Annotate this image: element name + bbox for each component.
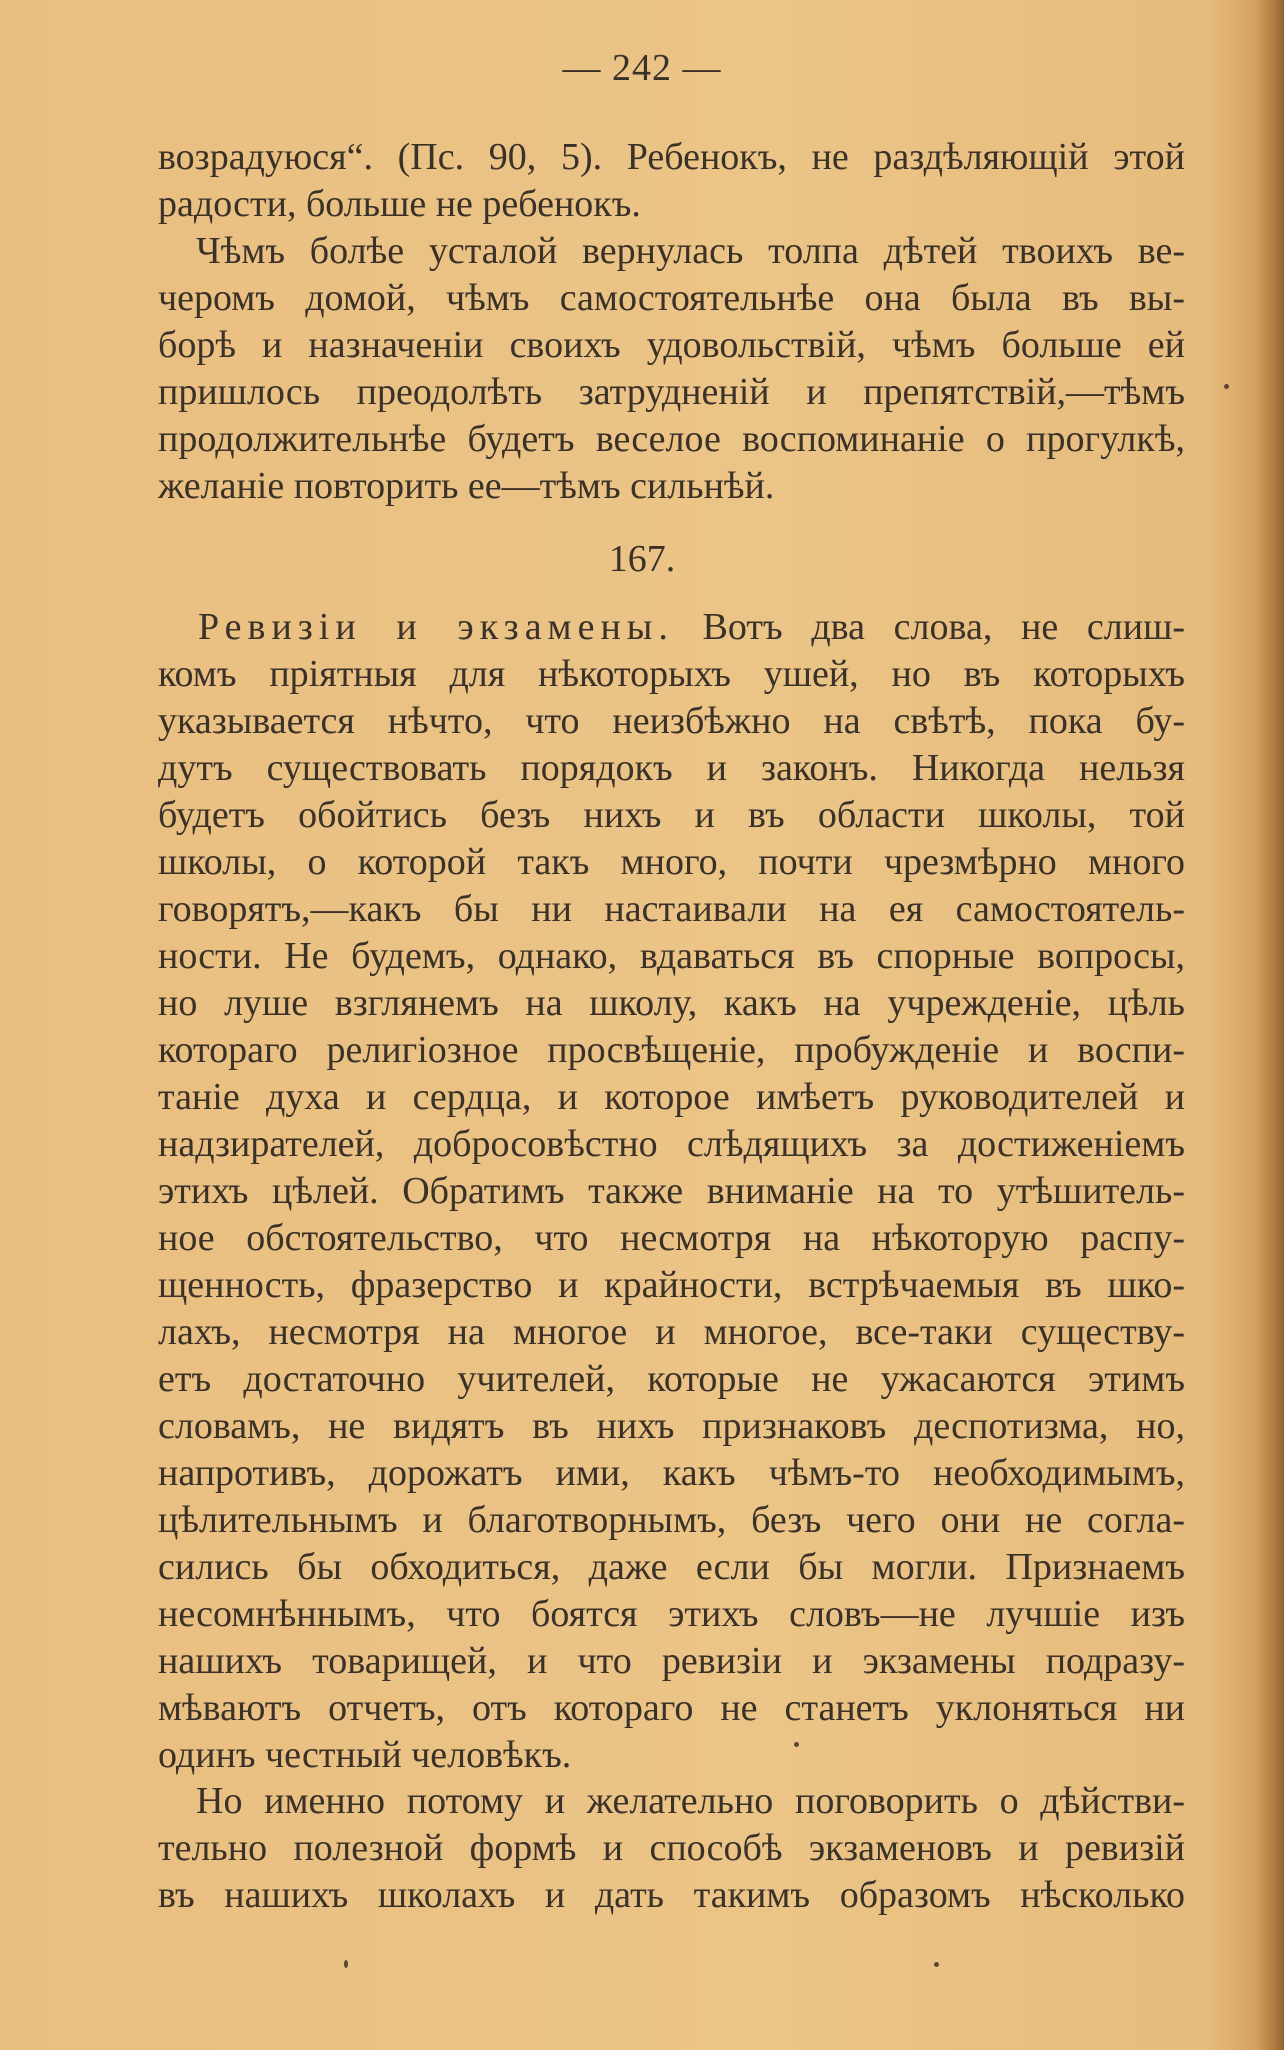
section-paragraph: [158, 604, 1185, 1779]
text-line: напротивъ, дорожатъ ими, какъ чѣмъ-то необходимымъ,: [158, 1452, 1185, 1494]
section-heading: Ревизіи и экзамены.: [198, 606, 674, 648]
text-line: одинъ честный человѣкъ.: [158, 1734, 572, 1776]
text-line: продолжительнѣе будетъ веселое воспоминаніе о прогулкѣ,: [158, 418, 1185, 460]
text-line: несомнѣннымъ, что боятся этихъ словъ—не лучшіе изъ: [158, 1593, 1185, 1635]
text-line: котораго религіозное просвѣщеніе, пробужденіе и воспи-: [158, 1029, 1185, 1071]
text-line: говорятъ,—какъ бы ни настаивали на ея самостоятель-: [158, 888, 1185, 930]
text-line: возрадуюся“. (Пс. 90, 5). Ребенокъ, не раздѣляющій этой: [158, 136, 1185, 178]
text-line: [158, 604, 1185, 651]
paragraph-continuation: [158, 134, 1185, 228]
text-line: борѣ и назначеніи своихъ удовольствій, чѣмъ больше ей: [158, 324, 1185, 366]
text-line: желаніе повторить ее—тѣмъ сильнѣй.: [158, 465, 775, 507]
text-line: дутъ существовать порядокъ и законъ. Никогда нельзя: [158, 747, 1185, 789]
text-line: щенность, фразерство и крайности, встрѣчаемыя въ шко-: [158, 1264, 1185, 1306]
text-fragment: Вотъ два слова, не слиш-: [702, 606, 1185, 648]
text-line: словамъ, не видятъ въ нихъ признаковъ деспотизма, но,: [158, 1405, 1185, 1447]
paragraph: [158, 1778, 1185, 1919]
text-line: комъ пріятныя для нѣкоторыхъ ушей, но въ которыхъ: [158, 653, 1185, 695]
paper-speck: [344, 1960, 348, 1968]
text-line: ности. Не будемъ, однако, вдаваться въ спорные вопросы,: [158, 935, 1185, 977]
text-line: но луше взглянемъ на школу, какъ на учрежденіе, цѣль: [158, 982, 1185, 1024]
text-line: будетъ обойтись безъ нихъ и въ области школы, той: [158, 794, 1185, 836]
paper-speck: [1224, 384, 1229, 389]
text-line: нашихъ товарищей, и что ревизіи и экзамены подразу-: [158, 1640, 1185, 1682]
paper-speck: [794, 1742, 799, 1747]
text-line: лахъ, несмотря на многое и многое, все-таки существу-: [158, 1311, 1185, 1353]
text-line: Но именно потому и желательно поговорить о дѣйстви-: [196, 1780, 1185, 1822]
text-line: етъ достаточно учителей, которые не ужасаются этимъ: [158, 1358, 1185, 1400]
text-line: надзирателей, добросовѣстно слѣдящихъ за достиженіемъ: [158, 1123, 1185, 1165]
text-line: сились бы обходиться, даже если бы могли. Признаемъ: [158, 1546, 1185, 1588]
page-edge-shadow: [1256, 0, 1284, 2050]
text-line: черомъ домой, чѣмъ самостоятельнѣе она была въ вы-: [158, 277, 1185, 319]
paper-speck: [934, 1962, 939, 1967]
text-line: цѣлительнымъ и благотворнымъ, безъ чего они не согла-: [158, 1499, 1185, 1541]
page-number: — 242 —: [562, 47, 722, 89]
text-line: радости, больше не ребенокъ.: [158, 183, 641, 225]
section-number: 167.: [608, 538, 676, 580]
text-line: Чѣмъ болѣе усталой вернулась толпа дѣтей твоихъ ве-: [196, 230, 1185, 272]
text-line: пришлось преодолѣть затрудненій и препятствій,—тѣмъ: [158, 371, 1185, 413]
text-line: указывается нѣчто, что неизбѣжно на свѣтѣ, пока бу-: [158, 700, 1185, 742]
text-line: этихъ цѣлей. Обратимъ также вниманіе на то утѣшитель-: [158, 1170, 1185, 1212]
text-line: таніе духа и сердца, и которое имѣетъ руководителей и: [158, 1076, 1185, 1118]
paragraph: [158, 228, 1185, 510]
text-line: тельно полезной формѣ и способѣ экзаменовъ и ревизій: [158, 1827, 1185, 1869]
text-line: въ нашихъ школахъ и дать такимъ образомъ нѣсколько: [158, 1874, 1185, 1916]
text-line: школы, о которой такъ много, почти чрезмѣрно много: [158, 841, 1185, 883]
text-line: ное обстоятельство, что несмотря на нѣкоторую распу-: [158, 1217, 1185, 1259]
text-line: мѣваютъ отчетъ, отъ котораго не станетъ уклоняться ни: [158, 1687, 1185, 1729]
